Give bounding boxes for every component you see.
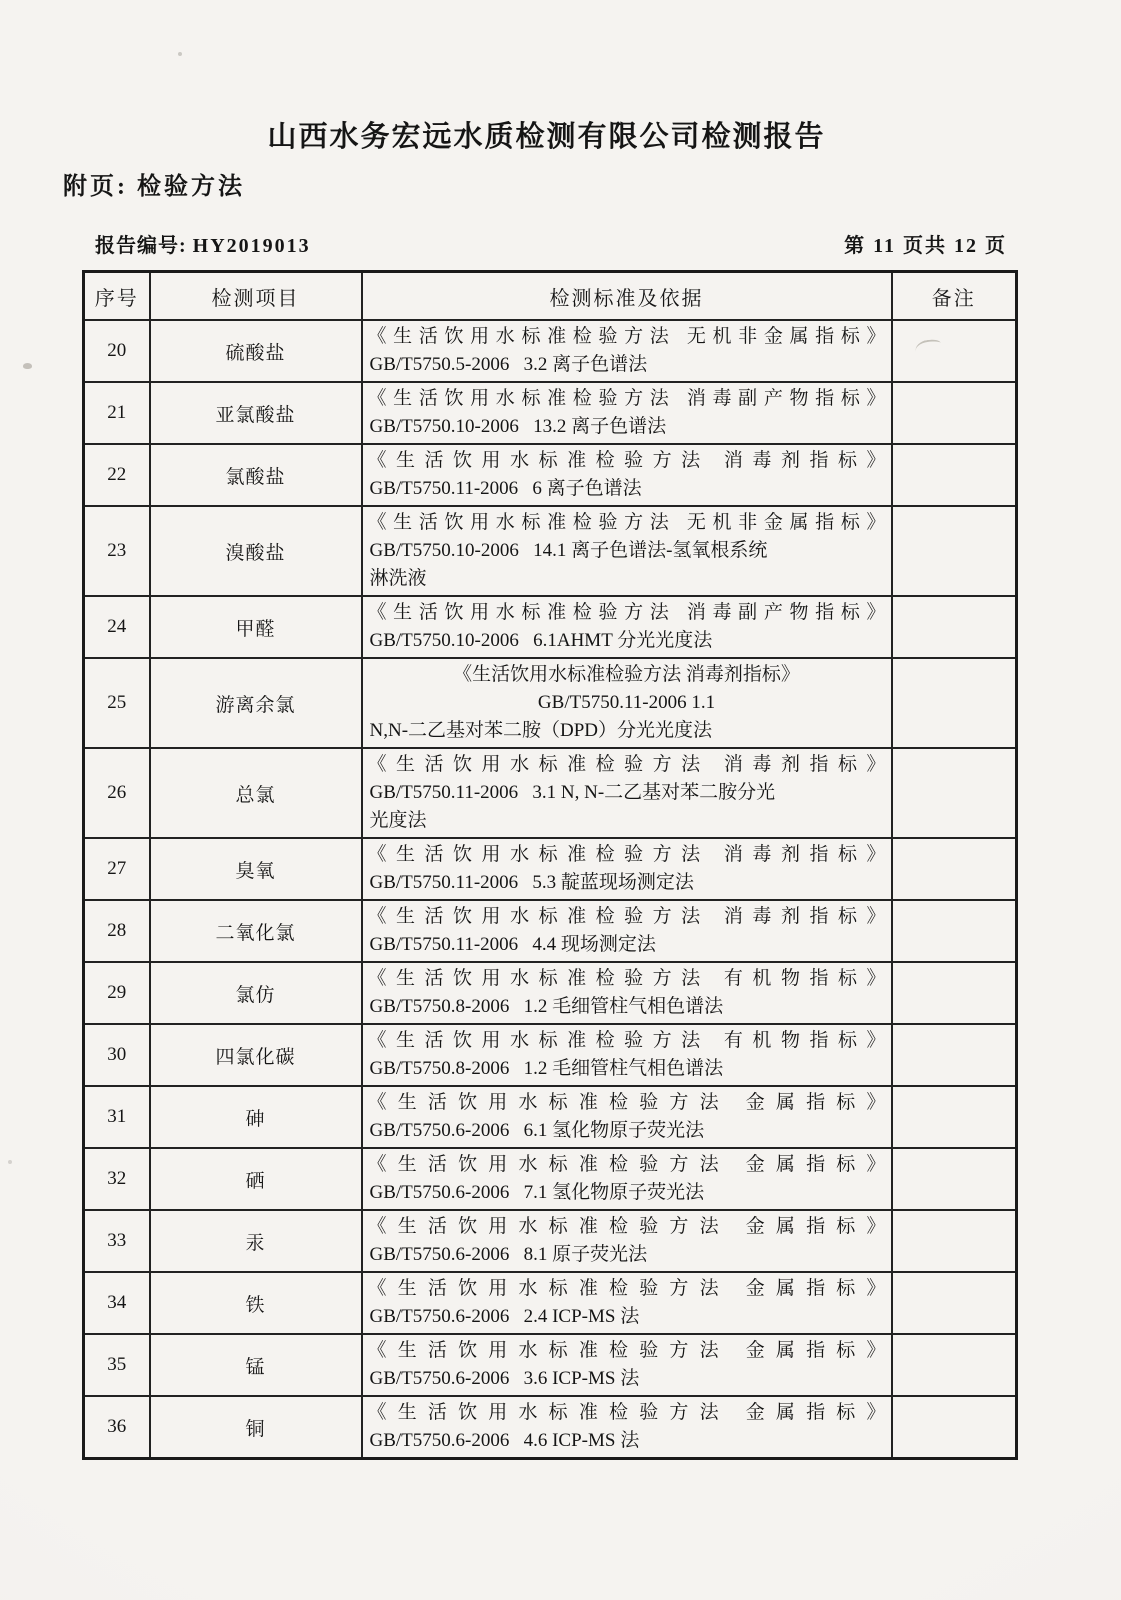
standard-line: GB/T5750.6-2006 3.6 ICP-MS 法 <box>369 1368 640 1389</box>
remark-cell <box>892 748 1017 838</box>
standard-line: GB/T5750.11-2006 4.4 现场测定法 <box>369 934 656 955</box>
row-number-cell: 24 <box>84 596 150 658</box>
remark-cell <box>892 1024 1017 1086</box>
standard-line: GB/T5750.6-2006 6.1 氢化物原子荧光法 <box>369 1120 705 1141</box>
column-header-item: 检测项目 <box>150 272 362 321</box>
appendix-subtitle: 附页: 检验方法 <box>63 174 245 200</box>
test-item-cell: 甲醛 <box>150 596 362 658</box>
standard-cell <box>362 444 892 506</box>
standard-cell <box>362 1024 892 1086</box>
standard-cell <box>362 1210 892 1272</box>
test-item-cell: 硫酸盐 <box>150 320 362 382</box>
standard-line: GB/T5750.6-2006 8.1 原子荧光法 <box>369 1244 648 1265</box>
standard-line: GB/T5750.10-2006 13.2 离子色谱法 <box>369 416 667 437</box>
standard-line: 《生活饮用水标准检验方法 金属指标》 <box>367 1216 886 1237</box>
row-number-cell: 33 <box>84 1210 150 1272</box>
scan-speck <box>8 1160 12 1164</box>
scan-speck <box>23 363 32 369</box>
standard-line: 《生活饮用水标准检验方法 有机物指标》 <box>367 1030 886 1051</box>
standard-line: 《生活饮用水标准检验方法 无机非金属指标》 <box>367 512 886 533</box>
table-row <box>84 506 1017 596</box>
standard-cell <box>362 1148 892 1210</box>
standard-line: N,N-二乙基对苯二胺（DPD）分光光度法 <box>369 720 713 741</box>
standard-line: GB/T5750.8-2006 1.2 毛细管柱气相色谱法 <box>369 996 724 1017</box>
column-header-no: 序号 <box>84 272 150 321</box>
remark-cell <box>892 444 1017 506</box>
test-item-cell: 砷 <box>150 1086 362 1148</box>
row-number-cell: 29 <box>84 962 150 1024</box>
row-number-cell: 28 <box>84 900 150 962</box>
remark-cell <box>892 658 1017 748</box>
standard-line: 《生活饮用水标准检验方法 消毒副产物指标》 <box>367 602 886 623</box>
row-number-cell: 34 <box>84 1272 150 1334</box>
table-row <box>84 838 1017 900</box>
test-item-cell: 亚氯酸盐 <box>150 382 362 444</box>
page-indicator: 第 11 页共 12 页 <box>844 235 1007 257</box>
test-item-cell: 铜 <box>150 1396 362 1459</box>
report-number-value: HY2019013 <box>192 235 311 257</box>
table-row <box>84 1334 1017 1396</box>
test-item-cell: 硒 <box>150 1148 362 1210</box>
standard-cell <box>362 506 892 596</box>
remark-cell <box>892 1086 1017 1148</box>
standard-line: 《生活饮用水标准检验方法 消毒剂指标》 <box>367 754 886 775</box>
standard-cell <box>362 1334 892 1396</box>
table-row <box>84 1396 1017 1459</box>
standard-line: GB/T5750.11-2006 3.1 N, N-二乙基对苯二胺分光 <box>369 782 776 803</box>
table-row <box>84 962 1017 1024</box>
test-item-cell: 二氧化氯 <box>150 900 362 962</box>
remark-cell <box>892 320 1017 382</box>
test-item-cell: 氯仿 <box>150 962 362 1024</box>
remark-cell <box>892 1334 1017 1396</box>
standard-line: 《生活饮用水标准检验方法 消毒副产物指标》 <box>367 388 886 409</box>
standard-line: 光度法 <box>369 810 427 831</box>
test-item-cell: 游离余氯 <box>150 658 362 748</box>
table-row <box>84 658 1017 748</box>
standard-cell <box>362 1086 892 1148</box>
report-number <box>82 229 311 258</box>
table-row <box>84 320 1017 382</box>
standard-line: 《生活饮用水标准检验方法 金属指标》 <box>367 1402 886 1423</box>
report-meta-row <box>82 229 1015 258</box>
remark-cell <box>892 900 1017 962</box>
row-number-cell: 32 <box>84 1148 150 1210</box>
report-number-label: 报告编号: <box>95 235 187 257</box>
standard-cell <box>362 382 892 444</box>
test-item-cell: 臭氧 <box>150 838 362 900</box>
table-row <box>84 596 1017 658</box>
standard-line: 《生活饮用水标准检验方法 金属指标》 <box>367 1154 886 1175</box>
standard-line: GB/T5750.6-2006 7.1 氢化物原子荧光法 <box>369 1182 705 1203</box>
test-item-cell: 溴酸盐 <box>150 506 362 596</box>
row-number-cell: 30 <box>84 1024 150 1086</box>
table-row <box>84 382 1017 444</box>
row-number-cell: 27 <box>84 838 150 900</box>
column-header-standard: 检测标准及依据 <box>362 272 892 321</box>
row-number-cell: 25 <box>84 658 150 748</box>
table-row <box>84 1148 1017 1210</box>
row-number-cell: 26 <box>84 748 150 838</box>
standard-line: 《生活饮用水标准检验方法 金属指标》 <box>367 1092 886 1113</box>
test-item-cell: 锰 <box>150 1334 362 1396</box>
remark-cell <box>892 1210 1017 1272</box>
column-header-remark: 备注 <box>892 272 1017 321</box>
table-row <box>84 900 1017 962</box>
test-item-cell: 四氯化碳 <box>150 1024 362 1086</box>
standard-cell <box>362 320 892 382</box>
remark-cell <box>892 596 1017 658</box>
table-row <box>84 1210 1017 1272</box>
standard-cell <box>362 838 892 900</box>
test-item-cell: 汞 <box>150 1210 362 1272</box>
page-title: 山西水务宏远水质检测有限公司检测报告 <box>267 121 826 153</box>
methods-table <box>82 270 1018 1460</box>
standard-line: 《生活饮用水标准检验方法 消毒剂指标》 <box>367 844 886 865</box>
table-row <box>84 1086 1017 1148</box>
row-number-cell: 31 <box>84 1086 150 1148</box>
standard-cell <box>362 658 892 748</box>
remark-cell <box>892 838 1017 900</box>
standard-line: 《生活饮用水标准检验方法 无机非金属指标》 <box>367 326 886 347</box>
test-item-cell: 铁 <box>150 1272 362 1334</box>
table-row <box>84 444 1017 506</box>
test-item-cell: 总氯 <box>150 748 362 838</box>
remark-cell <box>892 962 1017 1024</box>
standard-cell <box>362 748 892 838</box>
standard-line: GB/T5750.8-2006 1.2 毛细管柱气相色谱法 <box>369 1058 724 1079</box>
remark-cell <box>892 506 1017 596</box>
standard-cell <box>362 900 892 962</box>
standard-line: GB/T5750.5-2006 3.2 离子色谱法 <box>369 354 648 375</box>
table-header-row <box>84 272 1017 321</box>
standard-line: 《生活饮用水标准检验方法 金属指标》 <box>367 1278 886 1299</box>
row-number-cell: 35 <box>84 1334 150 1396</box>
row-number-cell: 36 <box>84 1396 150 1459</box>
standard-line: GB/T5750.10-2006 6.1AHMT 分光光度法 <box>369 630 713 651</box>
row-number-cell: 23 <box>84 506 150 596</box>
standard-line: GB/T5750.6-2006 2.4 ICP-MS 法 <box>369 1306 640 1327</box>
standard-line: 《生活饮用水标准检验方法 金属指标》 <box>367 1340 886 1361</box>
standard-line: 《生活饮用水标准检验方法 有机物指标》 <box>367 968 886 989</box>
standard-line: 淋洗液 <box>369 568 427 589</box>
standard-cell <box>362 1396 892 1459</box>
remark-cell <box>892 382 1017 444</box>
standard-cell <box>362 596 892 658</box>
table-row <box>84 1272 1017 1334</box>
standard-line: 《生活饮用水标准检验方法 消毒剂指标》 <box>453 664 800 685</box>
standard-line: GB/T5750.11-2006 5.3 靛蓝现场测定法 <box>369 872 694 893</box>
standard-line: 《生活饮用水标准检验方法 消毒剂指标》 <box>367 450 886 471</box>
remark-cell <box>892 1148 1017 1210</box>
test-item-cell: 氯酸盐 <box>150 444 362 506</box>
standard-cell <box>362 962 892 1024</box>
remark-cell <box>892 1396 1017 1459</box>
standard-line: GB/T5750.10-2006 14.1 离子色谱法-氢氧根系统 <box>369 540 768 561</box>
standard-line: GB/T5750.11-2006 1.1 <box>537 692 716 713</box>
table-row <box>84 1024 1017 1086</box>
scan-speck <box>178 52 182 56</box>
standard-cell <box>362 1272 892 1334</box>
standard-line: GB/T5750.6-2006 4.6 ICP-MS 法 <box>369 1430 640 1451</box>
row-number-cell: 21 <box>84 382 150 444</box>
table-row <box>84 748 1017 838</box>
standard-line: 《生活饮用水标准检验方法 消毒剂指标》 <box>367 906 886 927</box>
standard-line: GB/T5750.11-2006 6 离子色谱法 <box>369 478 642 499</box>
row-number-cell: 22 <box>84 444 150 506</box>
remark-cell <box>892 1272 1017 1334</box>
row-number-cell: 20 <box>84 320 150 382</box>
